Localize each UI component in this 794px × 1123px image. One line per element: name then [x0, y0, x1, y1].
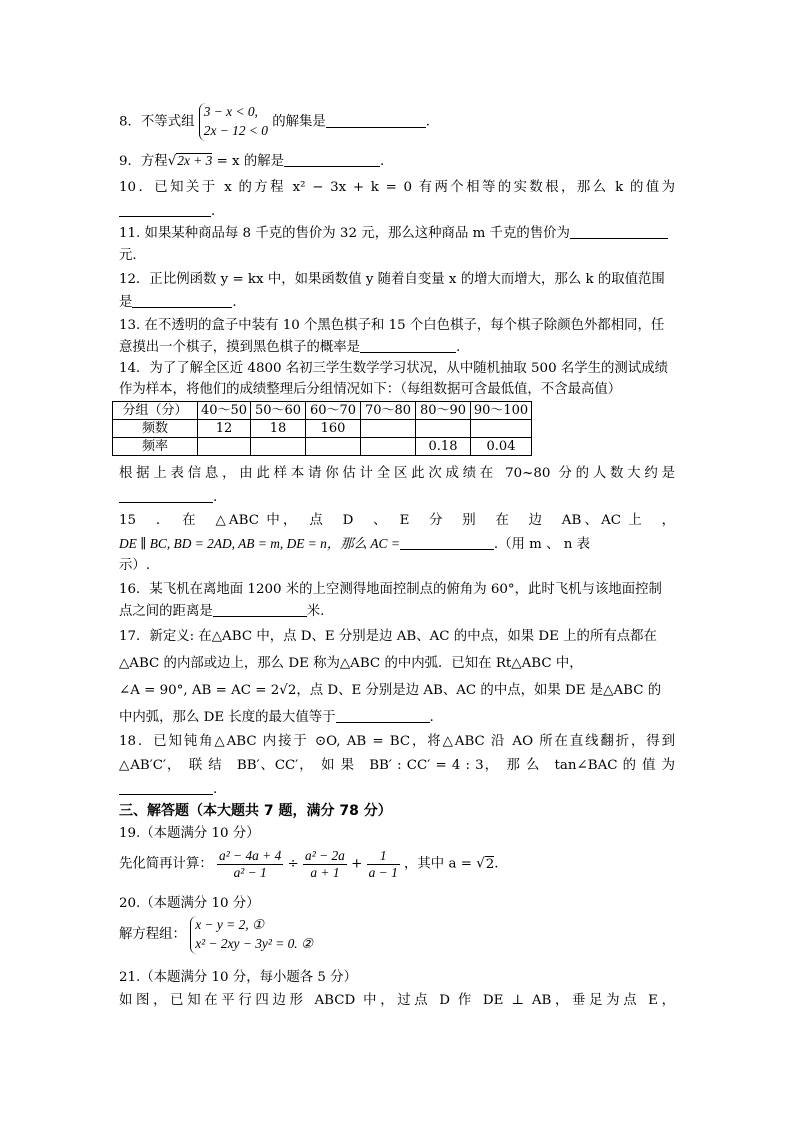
q16-suffix: 米. [306, 604, 325, 619]
question-18-answer [119, 780, 675, 800]
question-17-line3: ∠A = 90°, AB = AC = 2√2，点 D、E 分别是边 AB、AC 的中点，如果 DE 是△ABC 的 [119, 683, 662, 698]
table-cell[interactable] [361, 420, 416, 438]
table-cell: 12 [198, 420, 251, 438]
q19-end: . [494, 856, 499, 872]
fraction-numerator: a² − 2a [303, 848, 347, 865]
question-20-head: 20.（本题满分 10 分） [119, 896, 260, 911]
question-13-line1: 13. 在不透明的盒子中装有 10 个黑色棋子和 15 个白色棋子，每个棋子除颜色外都相同，任 [119, 318, 665, 333]
question-10-line2 [119, 202, 675, 222]
q9-rhs: = x 的解是 [212, 154, 285, 169]
question-17-line1: 17．新定义: 在△ABC 中，点 D、E 分别是边 AB、AC 的中点，如果 DE 上的所有点都在 [119, 629, 657, 644]
fraction [303, 848, 347, 881]
answer-blank[interactable] [119, 780, 213, 795]
q16-prefix: 点之间的距离是 [119, 604, 213, 619]
table-cell[interactable] [361, 438, 416, 456]
question-18-line1: 18．已知钝角△ABC 内接于 ⊙O, AB = BC，将△ABC 沿 AO 所在直线翻折，得到 [119, 734, 675, 749]
operator: ÷ [287, 856, 299, 872]
q8-ineq2: 2x − 12 < 0 [203, 123, 268, 139]
question-12-line1: 12．正比例函数 y = kx 中，如果函数值 y 随着自变量 x 的增大而增大，那么 k 的取值范围 [119, 272, 665, 287]
table-cell: 0.18 [416, 438, 471, 456]
q15-formula: DE ∥ BC, BD = 2AD, AB = m, DE = n，那么 AC = [119, 536, 400, 551]
question-8 [119, 103, 675, 141]
answer-blank[interactable] [284, 152, 380, 167]
question-15-line2 [119, 534, 675, 555]
question-14-line1: 14．为了了解全区近 4800 名初三学生数学学习状况，从中随机抽取 500 名学生的测试成绩 [119, 361, 668, 376]
question-18-line2: △AB′C′， 联 结 BB′、CC′， 如 果 BB′ : CC′ = 4 : 3， 那 么 tan∠BAC 的 值 为 [119, 758, 675, 773]
q12-prefix: 是 [119, 295, 133, 310]
table-header-row [113, 402, 532, 420]
table-cell: 频数 [113, 420, 198, 438]
table-cell[interactable] [471, 420, 532, 438]
table-cell: 18 [251, 420, 306, 438]
fraction-denominator: a² − 1 [233, 865, 267, 881]
q20-eq1: x − y = 2, ① [195, 917, 264, 932]
table-cell: 频率 [113, 438, 198, 456]
table-row-frequency [113, 420, 532, 438]
question-10-line1: 10．已知关于 x 的方程 x² − 3x + k = 0 有两个相等的实数根，那么 k 的值为 [119, 180, 675, 195]
question-9: 9．方程√2x + 3 = x 的解是 . [119, 153, 385, 169]
question-21-line1: 如图，已知在平行四边形 ABCD 中，过点 D 作 DE ⊥ AB，垂足为点 E， [119, 993, 675, 1008]
q19-prefix: 先化简再计算： [119, 856, 213, 872]
table-cell: 50～60 [251, 402, 306, 420]
q20-prefix: 解方程组： [119, 927, 186, 943]
q15-note: .（用 m 、 n 表 [493, 537, 591, 552]
answer-blank[interactable] [336, 708, 430, 723]
inequality-system [199, 103, 268, 141]
equation-system [190, 916, 313, 954]
q9-prefix: 9．方程 [119, 154, 168, 169]
question-19-head: 19.（本题满分 10 分） [119, 826, 260, 841]
table-row-rate [113, 438, 532, 456]
answer-blank[interactable] [213, 602, 307, 617]
question-14-line2: 作为样本，将他们的成绩整理后分组情况如下：（每组数据可含最低值，不含最高值） [119, 382, 622, 397]
q13-text: 意摸出一个棋子，摸到黑色棋子的概率是 [119, 340, 361, 355]
fraction-numerator: a² − 4a + 4 [217, 848, 283, 865]
answer-blank[interactable] [400, 535, 494, 550]
q19-radicand: 2 [485, 856, 495, 872]
table-cell: 160 [306, 420, 361, 438]
q8-end: . [425, 114, 431, 130]
question-16-line1: 16．某飞机在离地面 1200 米的上空测得地面控制点的俯角为 60°，此时飞机与该地面控制 [119, 582, 662, 597]
answer-blank[interactable] [570, 224, 668, 239]
question-12-line2 [119, 293, 675, 313]
frequency-table [112, 401, 532, 456]
q13-end: . [456, 340, 461, 355]
table-cell[interactable] [198, 438, 251, 456]
question-17-line4 [119, 708, 675, 728]
q12-end: . [232, 295, 237, 310]
q11-text: 11. 如果某种商品每 8 千克的售价为 32 元，那么这种商品 m 千克的售价为 [119, 226, 570, 241]
question-17-line2: △ABC 的内部或边上，那么 DE 称为△ABC 的中内弧．已知在 Rt△ABC 中， [119, 656, 583, 671]
question-15-line3: 示）. [119, 558, 151, 573]
question-21-head: 21.（本题满分 10 分，每小题各 5 分） [119, 970, 357, 985]
question-11-line1 [119, 224, 675, 244]
question-11-line2: 元. [119, 248, 137, 263]
answer-blank[interactable] [119, 488, 213, 503]
fraction-numerator: 1 [367, 848, 400, 865]
q14-end: . [213, 490, 218, 505]
table-cell: 70～80 [361, 402, 416, 420]
question-14-answer [119, 488, 675, 508]
q17-prefix: 中内弧，那么 DE 长度的最大值等于 [119, 710, 336, 725]
q17-end: . [429, 710, 434, 725]
q20-eq2: x² − 2xy − 3y² = 0. ② [195, 936, 314, 952]
q10-end: . [211, 204, 216, 219]
q8-ineq1: 3 − x < 0, [203, 104, 258, 119]
operator: + [351, 856, 363, 872]
question-14-after: 根据上表信息，由此样本请你估计全区此次成绩在 70~80 分的人数大约是 [119, 466, 675, 481]
question-15-line1: 15 ． 在 △ABC 中， 点 D 、 E 分 别 在 边 AB、AC 上 ， [119, 513, 675, 528]
fraction-denominator: a − 1 [368, 865, 398, 881]
q8-prefix: 8．不等式组 [119, 114, 195, 130]
q19-suffix: ，其中 a = [404, 856, 477, 872]
table-cell[interactable] [416, 420, 471, 438]
q8-suffix: 的解集是 [272, 114, 326, 130]
section-title: 三、解答题（本大题共 7 题，满分 78 分） [119, 803, 392, 819]
question-16-line2 [119, 602, 675, 622]
table-cell: 0.04 [471, 438, 532, 456]
q18-end: . [213, 782, 218, 797]
table-cell: 80～90 [416, 402, 471, 420]
answer-blank[interactable] [360, 338, 456, 353]
table-cell: 60～70 [306, 402, 361, 420]
question-13-line2 [119, 338, 675, 358]
q9-end: . [380, 154, 385, 169]
table-cell[interactable] [306, 438, 361, 456]
table-cell[interactable] [251, 438, 306, 456]
answer-blank[interactable] [326, 113, 426, 128]
answer-blank[interactable] [132, 293, 232, 308]
question-19-body: 先化简再计算： $\frac{\text{a² − 4a + 4}}{\text{a² − 1}}$ ÷ $\frac{\text{a² − 2a}}{a + 1}$ + $\frac{1}{a - 1}$ ，其中 a = √2. [119, 848, 499, 881]
table-cell: 40～50 [198, 402, 251, 420]
table-cell: 90～100 [471, 402, 532, 420]
answer-blank[interactable] [119, 202, 211, 217]
fraction [217, 848, 283, 881]
question-20-body [119, 916, 675, 954]
q9-radicand: 2x + 3 [177, 153, 213, 168]
fraction [367, 848, 400, 881]
fraction-denominator: a + 1 [310, 865, 340, 881]
table-cell: 分组（分） [113, 402, 198, 420]
